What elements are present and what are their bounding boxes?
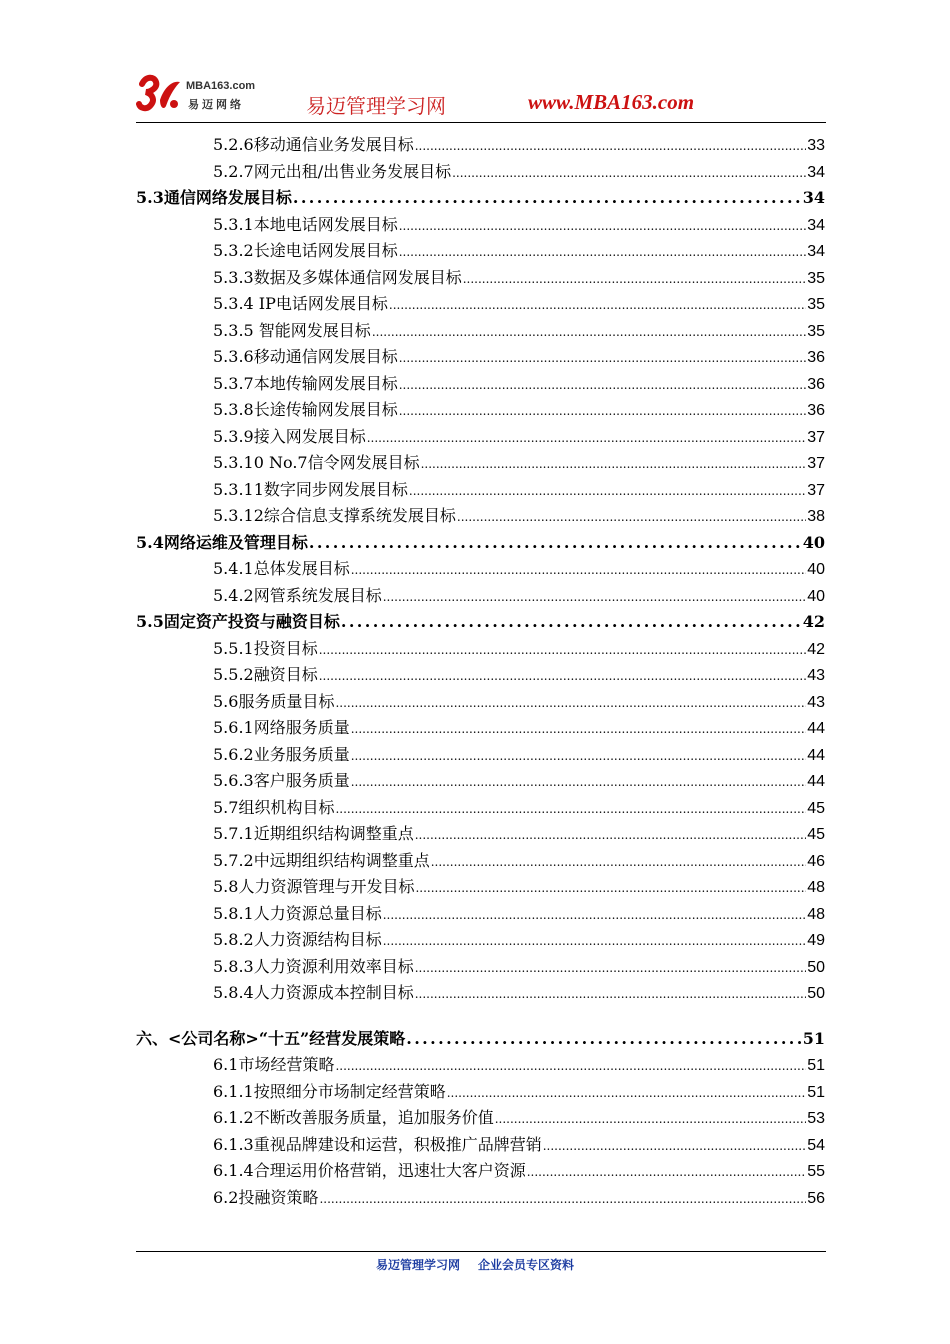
toc-entry-title: 5.2.7网元出租/出售业务发展目标 <box>213 161 452 181</box>
toc-entry[interactable] <box>136 477 825 504</box>
toc-dot-leader <box>309 530 802 557</box>
toc-entry[interactable] <box>136 291 825 318</box>
toc-entry-title: 5.7.1近期组织结构调整重点 <box>213 824 414 843</box>
toc-entry-page: 50 <box>807 985 825 1002</box>
toc-dot-leader <box>409 478 806 505</box>
toc-entry-page: 35 <box>807 322 825 340</box>
site-title[interactable]: 易迈管理学习网 <box>306 94 446 118</box>
toc-dot-leader <box>399 239 806 266</box>
toc-entry[interactable] <box>136 689 825 716</box>
toc-entry-title: 5.3.3数据及多媒体通信网发展目标 <box>213 267 462 287</box>
toc-entry[interactable] <box>136 954 825 981</box>
toc-entry[interactable] <box>136 556 825 583</box>
toc-entry-title: 5.6.2业务服务质量 <box>213 744 350 764</box>
toc-entry-page: 49 <box>807 932 825 949</box>
toc-entry-page: 56 <box>807 1189 825 1207</box>
toc-entry[interactable] <box>136 344 825 371</box>
toc-dot-leader <box>415 822 806 849</box>
toc-dot-leader <box>319 1186 806 1213</box>
toc-dot-leader <box>543 1133 806 1160</box>
toc-entry-title: 5.6服务质量目标 <box>213 691 335 711</box>
toc-entry-page: 53 <box>807 1110 825 1127</box>
toc-entry[interactable] <box>136 821 825 848</box>
toc-entry-page: 43 <box>807 667 825 684</box>
toc-entry-page: 45 <box>807 826 825 843</box>
toc-entry-page: 36 <box>807 375 825 393</box>
toc-entry-title: 6.1.4合理运用价格营销，迅速壮大客户资源 <box>213 1161 526 1180</box>
footer-tagline: 企业会员专区资料 <box>478 1258 575 1272</box>
site-logo[interactable] <box>136 70 266 116</box>
toc-dot-leader <box>463 266 806 293</box>
toc-entry-page: 50 <box>807 958 825 976</box>
toc-entry-title: 5.6.3客户服务质量 <box>213 771 350 790</box>
toc-dot-leader <box>399 398 806 425</box>
footer-divider <box>136 1251 826 1252</box>
header-divider <box>136 122 826 123</box>
table-of-contents <box>136 132 825 1211</box>
toc-dot-leader <box>457 504 806 531</box>
toc-entry-title: 5.3.4 IP电话网发展目标 <box>213 294 388 313</box>
toc-dot-leader <box>351 743 806 770</box>
toc-entry-page: 51 <box>802 1028 825 1048</box>
toc-dot-leader <box>399 372 806 399</box>
toc-entry[interactable] <box>136 715 825 742</box>
toc-entry[interactable] <box>136 636 825 663</box>
toc-entry-page: 40 <box>802 532 825 552</box>
toc-dot-leader <box>399 345 806 372</box>
toc-entry[interactable] <box>136 1079 825 1106</box>
toc-entry[interactable] <box>136 132 825 159</box>
toc-dot-leader <box>383 928 806 955</box>
toc-entry-title: 5.5.2融资目标 <box>213 665 318 684</box>
toc-entry-title: 5.7.2中远期组织结构调整重点 <box>213 850 430 870</box>
toc-dot-leader <box>431 849 806 876</box>
toc-entry-page: 45 <box>807 799 825 817</box>
toc-entry[interactable] <box>136 238 825 265</box>
toc-entry-page: 40 <box>807 587 825 605</box>
toc-entry[interactable] <box>136 1026 825 1053</box>
toc-entry-title: 5.5固定资产投资与融资目标 <box>136 612 340 631</box>
toc-entry-title: 5.3.6移动通信网发展目标 <box>213 347 398 366</box>
toc-dot-leader <box>415 981 806 1008</box>
toc-entry[interactable] <box>136 609 825 636</box>
page-header <box>136 62 826 122</box>
footer-site-name: 易迈管理学习网 <box>375 1258 460 1272</box>
toc-entry-page: 33 <box>807 137 825 154</box>
toc-entry-page: 42 <box>807 640 825 658</box>
toc-entry-page: 34 <box>807 243 825 260</box>
logo-domain-text: MBA163.com <box>186 80 256 92</box>
toc-entry-title: 6.2投融资策略 <box>213 1187 319 1207</box>
toc-entry[interactable] <box>136 1132 825 1159</box>
toc-entry-title: 5.8.1人力资源总量目标 <box>213 903 382 923</box>
toc-entry-page: 34 <box>807 216 825 234</box>
toc-entry[interactable] <box>136 1052 825 1079</box>
toc-entry-page: 48 <box>807 879 825 896</box>
toc-entry-title: 5.3.12综合信息支撑系统发展目标 <box>213 506 456 525</box>
toc-entry-title: 5.4.1总体发展目标 <box>213 559 350 578</box>
toc-entry-title: 5.4网络运维及管理目标 <box>136 532 308 552</box>
toc-dot-leader <box>447 1080 806 1107</box>
toc-dot-leader <box>495 1106 806 1133</box>
toc-dot-leader <box>319 637 806 664</box>
toc-entry[interactable] <box>136 450 825 477</box>
toc-entry-title: 5.3.7本地传输网发展目标 <box>213 373 398 393</box>
toc-dot-leader <box>415 875 806 902</box>
toc-entry-page: 36 <box>807 349 825 366</box>
toc-entry-page: 35 <box>807 296 825 313</box>
toc-dot-leader <box>351 716 806 743</box>
toc-dot-leader <box>351 769 806 796</box>
toc-entry-page: 38 <box>807 508 825 525</box>
toc-dot-leader <box>415 133 806 160</box>
toc-entry-title: 5.6.1网络服务质量 <box>213 718 350 737</box>
toc-entry-page: 51 <box>807 1057 825 1074</box>
toc-entry[interactable] <box>136 530 825 557</box>
toc-entry-title: 5.5.1投资目标 <box>213 638 318 658</box>
toc-entry[interactable] <box>136 795 825 822</box>
toc-entry[interactable] <box>136 927 825 954</box>
toc-entry-title: 5.3.5 智能网发展目标 <box>213 320 371 340</box>
toc-dot-leader <box>415 955 806 982</box>
toc-dot-leader <box>383 584 806 611</box>
toc-dot-leader <box>341 609 802 636</box>
toc-entry-title: 6.1.2不断改善服务质量，追加服务价值 <box>213 1108 494 1127</box>
toc-entry-title: 5.3通信网络发展目标 <box>136 188 292 207</box>
toc-dot-leader <box>335 1053 806 1080</box>
toc-entry[interactable] <box>136 185 825 212</box>
toc-entry-title: 6.1.1按照细分市场制定经营策略 <box>213 1081 446 1101</box>
toc-entry-title: 六、<公司名称>“十五”经营发展策略 <box>136 1028 406 1048</box>
toc-entry-title: 5.8.4人力资源成本控制目标 <box>213 983 414 1002</box>
toc-entry-title: 6.1市场经营策略 <box>213 1055 335 1074</box>
toc-entry[interactable] <box>136 1185 825 1212</box>
toc-entry[interactable] <box>136 159 825 186</box>
toc-dot-leader <box>399 213 806 240</box>
toc-entry[interactable] <box>136 503 825 530</box>
toc-entry-page: 37 <box>807 481 825 499</box>
toc-entry[interactable] <box>136 901 825 928</box>
toc-entry[interactable] <box>136 318 825 345</box>
toc-entry[interactable] <box>136 1158 825 1185</box>
toc-entry-title: 5.3.10 No.7信令网发展目标 <box>213 453 420 472</box>
toc-entry[interactable] <box>136 212 825 239</box>
toc-entry-title: 6.1.3重视品牌建设和运营，积极推广品牌营销 <box>213 1134 542 1154</box>
toc-entry[interactable] <box>136 397 825 424</box>
toc-entry[interactable] <box>136 742 825 769</box>
toc-entry[interactable] <box>136 848 825 875</box>
toc-dot-leader <box>389 292 806 319</box>
logo-mark-icon <box>136 70 184 116</box>
toc-entry-page: 46 <box>807 852 825 870</box>
toc-entry[interactable] <box>136 980 825 1007</box>
toc-entry-page: 44 <box>807 773 825 790</box>
toc-entry-title: 5.8.3人力资源利用效率目标 <box>213 956 414 976</box>
toc-dot-leader <box>527 1159 806 1186</box>
toc-entry-page: 51 <box>807 1083 825 1101</box>
toc-dot-leader <box>319 663 806 690</box>
toc-dot-leader <box>293 185 802 212</box>
toc-entry[interactable] <box>136 768 825 795</box>
toc-entry-page: 37 <box>807 455 825 472</box>
toc-dot-leader <box>383 902 806 929</box>
toc-entry[interactable] <box>136 583 825 610</box>
toc-entry-page: 34 <box>802 188 825 207</box>
toc-entry-page: 42 <box>802 612 825 631</box>
toc-entry-title: 5.4.2网管系统发展目标 <box>213 585 382 605</box>
toc-entry[interactable] <box>136 874 825 901</box>
toc-entry-page: 40 <box>807 561 825 578</box>
toc-entry-page: 35 <box>807 269 825 287</box>
toc-dot-leader <box>335 796 806 823</box>
toc-entry[interactable] <box>136 1105 825 1132</box>
toc-entry[interactable] <box>136 662 825 689</box>
toc-entry-title: 5.7组织机构目标 <box>213 797 335 817</box>
toc-entry[interactable] <box>136 371 825 398</box>
toc-dot-leader <box>406 1026 802 1053</box>
site-url-link[interactable]: www.MBA163.com <box>528 90 695 114</box>
toc-dot-leader <box>421 451 807 478</box>
toc-entry-page: 44 <box>807 746 825 764</box>
toc-entry-page: 55 <box>807 1163 825 1180</box>
logo-cn-text: 易迈网络 <box>188 98 244 111</box>
toc-entry-title: 5.8人力资源管理与开发目标 <box>213 877 415 896</box>
toc-entry-page: 37 <box>807 428 825 446</box>
toc-entry[interactable] <box>136 424 825 451</box>
toc-entry-title: 5.2.6移动通信业务发展目标 <box>213 135 414 154</box>
toc-entry-page: 48 <box>807 905 825 923</box>
toc-dot-leader <box>452 160 806 187</box>
toc-dot-leader <box>367 425 806 452</box>
toc-entry-page: 43 <box>807 693 825 711</box>
page-footer <box>0 1256 950 1273</box>
toc-dot-leader <box>372 319 806 346</box>
toc-entry-page: 44 <box>807 720 825 737</box>
toc-entry-title: 5.8.2人力资源结构目标 <box>213 930 382 949</box>
toc-entry-page: 36 <box>807 402 825 419</box>
toc-dot-leader <box>335 690 806 717</box>
toc-entry-page: 54 <box>807 1136 825 1154</box>
toc-dot-leader <box>351 557 806 584</box>
toc-entry[interactable] <box>136 265 825 292</box>
toc-entry-title: 5.3.11数字同步网发展目标 <box>213 479 408 499</box>
toc-entry-title: 5.3.1本地电话网发展目标 <box>213 214 398 234</box>
toc-entry-title: 5.3.9接入网发展目标 <box>213 426 366 446</box>
toc-entry-page: 34 <box>807 163 825 181</box>
toc-entry-title: 5.3.8长途传输网发展目标 <box>213 400 398 419</box>
toc-entry-title: 5.3.2长途电话网发展目标 <box>213 241 398 260</box>
